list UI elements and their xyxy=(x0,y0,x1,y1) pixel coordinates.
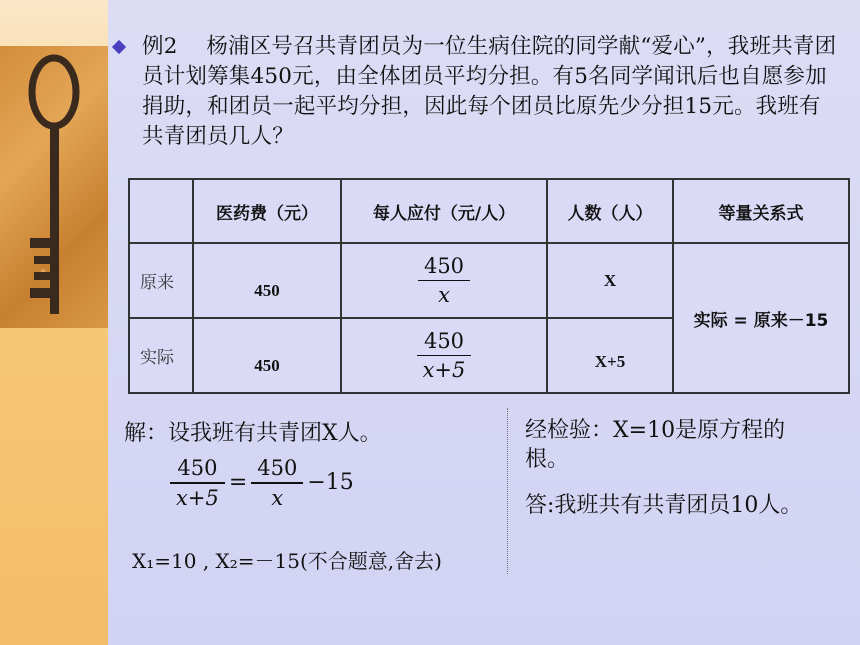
fraction-bar xyxy=(251,482,303,484)
cost-cell: 450 xyxy=(193,243,341,318)
header-count: 人数（人） xyxy=(547,179,673,243)
fraction xyxy=(418,254,470,308)
roots-text: X₁=10 , X₂=－15(不合题意,舍去) xyxy=(132,549,442,573)
check-text: 经检验：X=10是原方程的根。 xyxy=(525,418,786,472)
equation xyxy=(170,456,354,510)
per-person-cell xyxy=(341,318,547,393)
solution-title: 解：设我班有共青团X人。 xyxy=(124,421,382,446)
fraction-denominator: x xyxy=(271,485,284,510)
data-table xyxy=(128,178,850,394)
header-empty xyxy=(129,179,193,243)
fraction-bar xyxy=(417,355,472,357)
fraction-numerator: 450 xyxy=(257,456,298,480)
equation-left-fraction xyxy=(170,456,225,510)
equals-sign: = xyxy=(228,470,248,496)
equation-tail: −15 xyxy=(307,470,354,496)
answer-text: 答:我班共有共青团员10人。 xyxy=(525,493,803,518)
key-icon xyxy=(0,46,108,328)
fraction-bar xyxy=(170,482,225,484)
key-photo xyxy=(0,46,108,328)
header-relation: 等量关系式 xyxy=(673,179,849,243)
problem-text: 例2 杨浦区号召共青团员为一位生病住院的同学献“爱心”，我班共青团员计划筹集450元，由全体团员平均分担。有5名同学闻讯后也自愿参加捐助，和团员一起平均分担，因此每个团员比原先少分担15元。我班有共青团员几人？ xyxy=(142,34,837,149)
fraction xyxy=(417,329,472,383)
row-label: 实际 xyxy=(129,318,193,393)
row-label: 原来 xyxy=(129,243,193,318)
fraction-denominator: x+5 xyxy=(422,358,466,383)
per-person-cell xyxy=(341,243,547,318)
dotted-divider xyxy=(507,408,508,574)
diamond-bullet-icon xyxy=(112,40,126,54)
header-cost: 医药费（元） xyxy=(193,179,341,243)
table-header-row xyxy=(129,179,849,243)
header-per-person: 每人应付（元/人） xyxy=(341,179,547,243)
fraction-numerator: 450 xyxy=(177,456,218,480)
count-cell: X xyxy=(547,243,673,318)
table-row xyxy=(129,243,849,318)
relation-cell: 实际 = 原来－15 xyxy=(673,243,849,393)
fraction-numerator: 450 xyxy=(423,253,465,278)
count-cell: X+5 xyxy=(547,318,673,393)
equation-right-fraction xyxy=(251,456,303,510)
fraction-denominator: x+5 xyxy=(176,485,219,510)
fraction-numerator: 450 xyxy=(423,328,465,353)
fraction-bar xyxy=(418,280,470,282)
cost-cell: 450 xyxy=(193,318,341,393)
fraction-denominator: x xyxy=(438,283,450,308)
